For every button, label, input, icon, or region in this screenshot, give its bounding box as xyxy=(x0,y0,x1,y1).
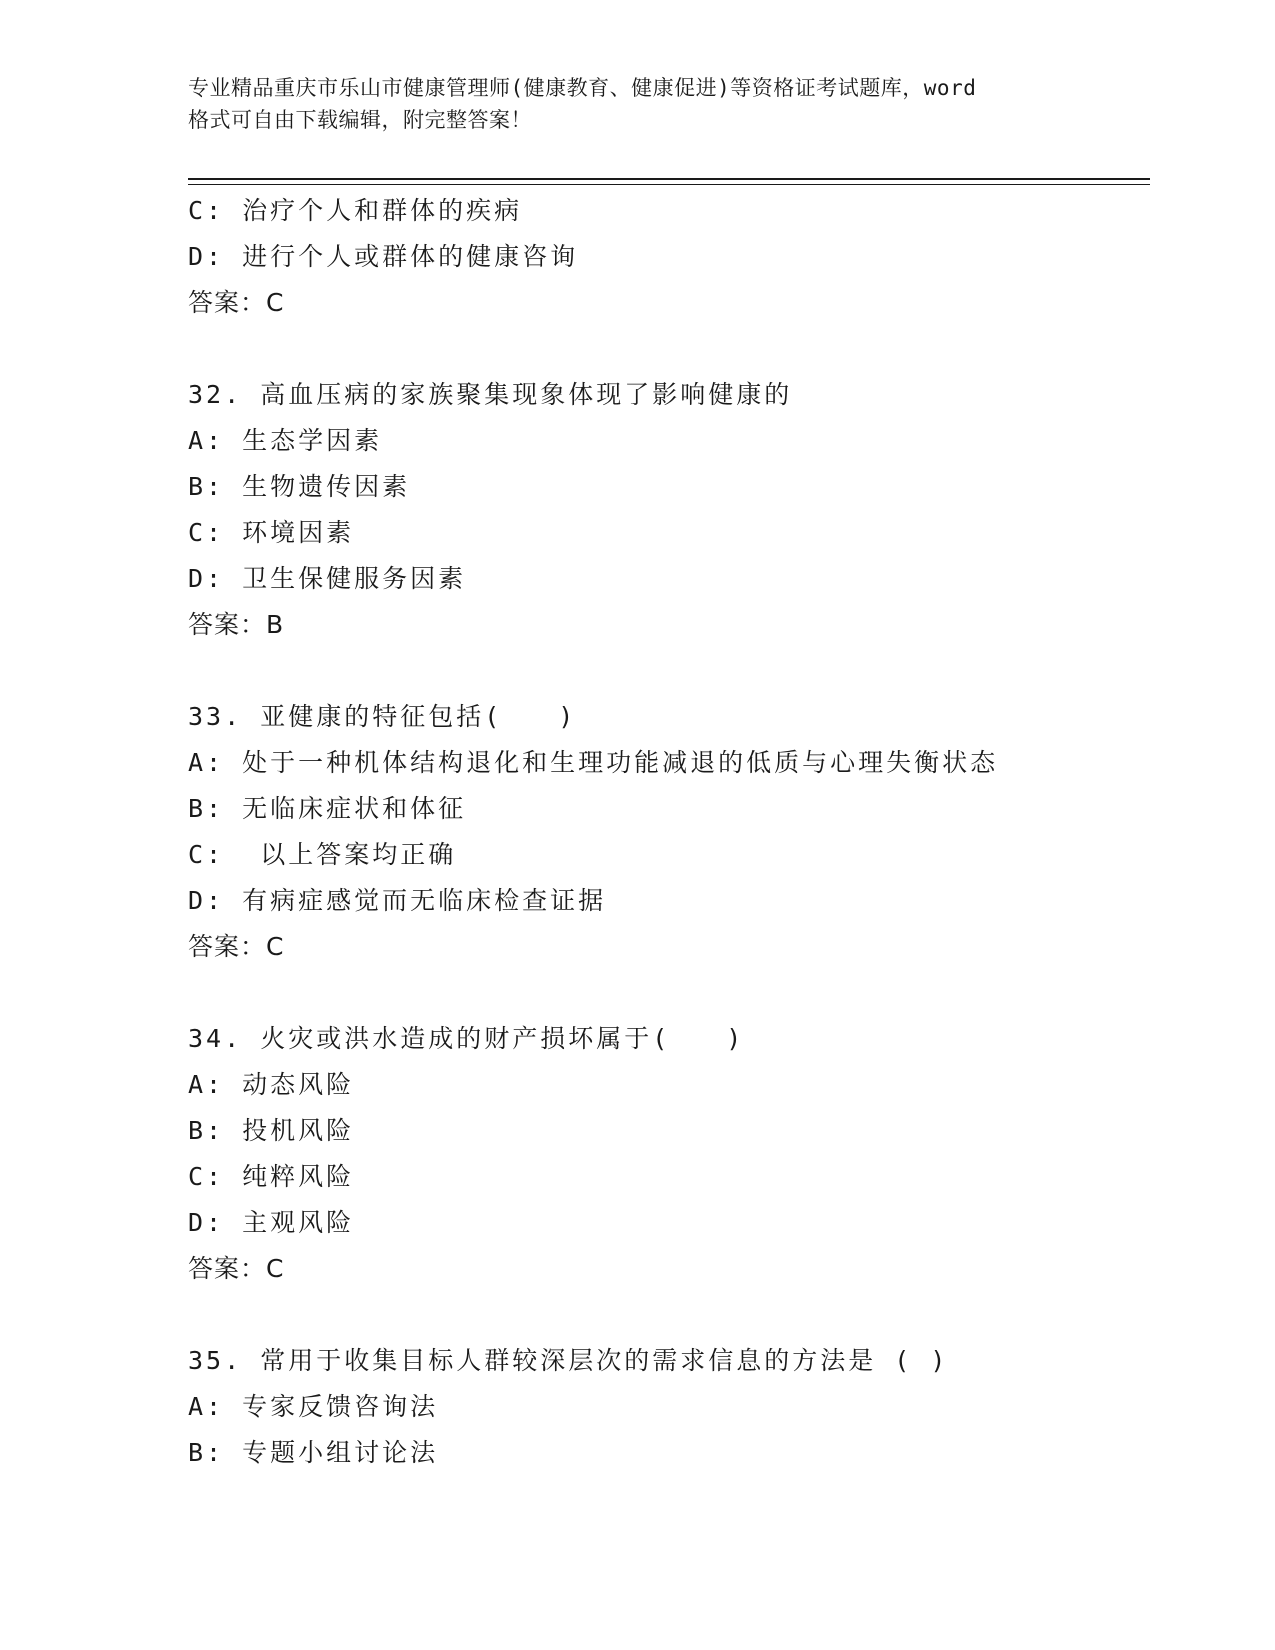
option-a: A: 专家反馈咨询法 xyxy=(188,1392,439,1421)
header-divider-thick xyxy=(188,178,1150,180)
question-stem: 32. 高血压病的家族聚集现象体现了影响健康的 xyxy=(188,380,793,409)
option-a: A: 动态风险 xyxy=(188,1070,355,1099)
option-c: C: 治疗个人和群体的疾病 xyxy=(188,196,523,225)
question-stem: 33. 亚健康的特征包括( ) xyxy=(188,702,577,731)
option-b: B: 无临床症状和体征 xyxy=(188,794,467,823)
option-c: C: 纯粹风险 xyxy=(188,1162,355,1191)
document-header xyxy=(188,72,1088,136)
answer-line: 答案：C xyxy=(188,1254,285,1283)
question-spacer xyxy=(188,970,1148,1016)
question-34 xyxy=(188,1016,1148,1292)
option-b: B: 专题小组讨论法 xyxy=(188,1438,439,1467)
question-stem: 34. 火灾或洪水造成的财产损坏属于( ) xyxy=(188,1024,745,1053)
answer-line: 答案：C xyxy=(188,932,285,961)
question-stem: 35. 常用于收集目标人群较深层次的需求信息的方法是 ( ) xyxy=(188,1346,949,1375)
question-31-tail xyxy=(188,188,1148,326)
option-d: D: 卫生保健服务因素 xyxy=(188,564,467,593)
header-line-1: 专业精品重庆市乐山市健康管理师(健康教育、健康促进)等资格证考试题库，word xyxy=(188,76,977,100)
option-a: A: 处于一种机体结构退化和生理功能减退的低质与心理失衡状态 xyxy=(188,748,999,777)
question-32 xyxy=(188,372,1148,648)
header-line-2: 格式可自由下载编辑，附完整答案！ xyxy=(188,108,532,132)
answer-line: 答案：B xyxy=(188,610,285,639)
answer-line: 答案：C xyxy=(188,288,285,317)
option-c: C: 环境因素 xyxy=(188,518,355,547)
option-c: C: 以上答案均正确 xyxy=(188,840,457,869)
question-33 xyxy=(188,694,1148,970)
option-d: D: 进行个人或群体的健康咨询 xyxy=(188,242,579,271)
question-spacer xyxy=(188,1292,1148,1338)
option-b: B: 生物遗传因素 xyxy=(188,472,411,501)
question-spacer xyxy=(188,326,1148,372)
option-b: B: 投机风险 xyxy=(188,1116,355,1145)
question-spacer xyxy=(188,648,1148,694)
option-d: D: 有病症感觉而无临床检查证据 xyxy=(188,886,607,915)
question-list xyxy=(188,188,1148,1476)
header-divider-thin xyxy=(188,184,1150,185)
option-d: D: 主观风险 xyxy=(188,1208,355,1237)
question-35 xyxy=(188,1338,1148,1476)
option-a: A: 生态学因素 xyxy=(188,426,383,455)
